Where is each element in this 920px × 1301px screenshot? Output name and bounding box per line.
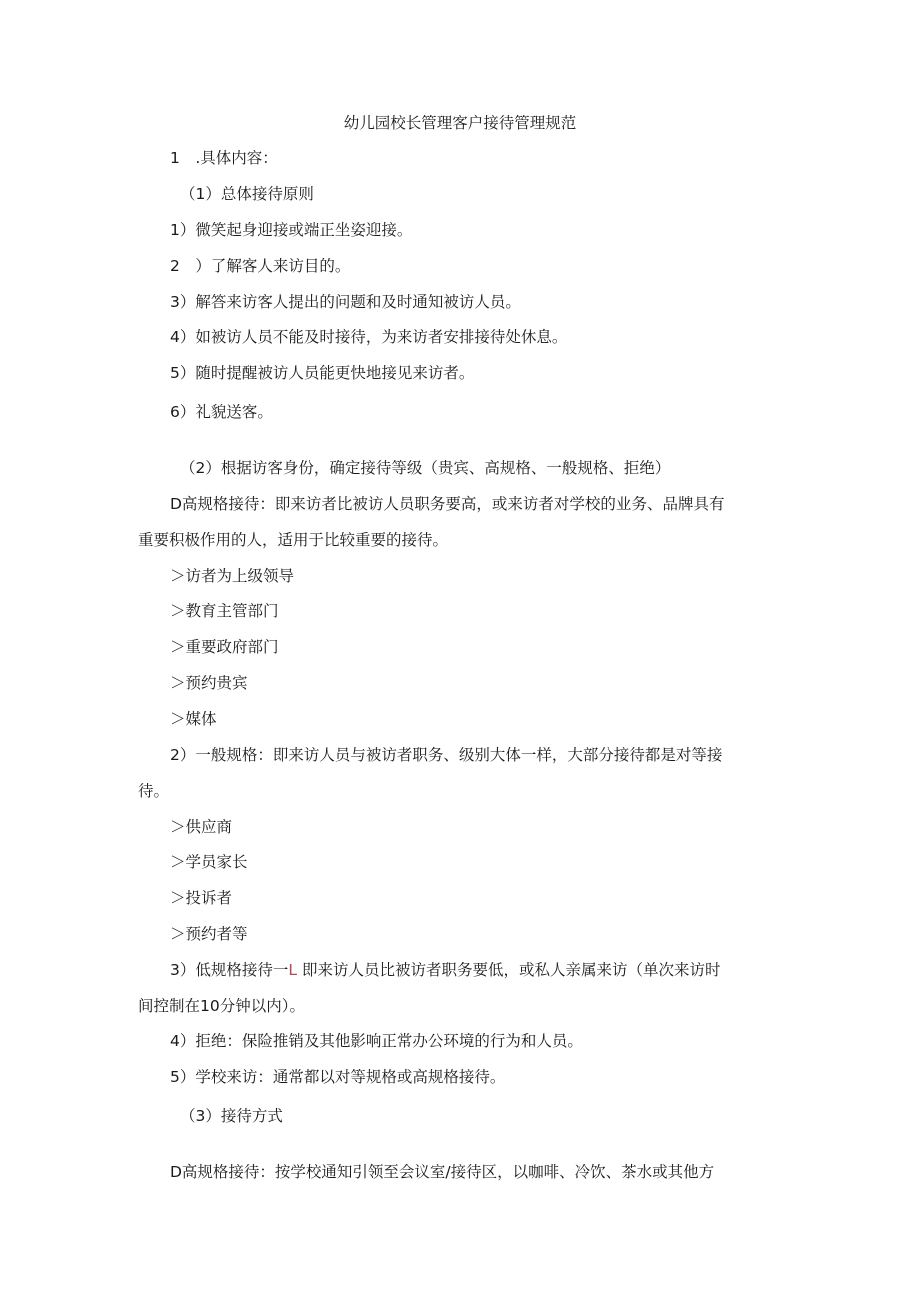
- low-spec-suffix: 即来访人员比被访者职务要低，或私人亲属来访（单次来访时: [297, 961, 721, 979]
- list-item: 1）微笑起身迎接或端正坐姿迎接。: [170, 221, 413, 239]
- bullet-item: ＞预约者等: [170, 925, 248, 943]
- list-item: 4）如被访人员不能及时接待，为来访者安排接待处休息。: [170, 328, 568, 346]
- bullet-item: ＞投诉者: [170, 889, 233, 907]
- paragraph-line: D高规格接待：即来访者比被访人员职务要高，或来访者对学校的业务、品牌具有: [170, 495, 725, 513]
- low-spec-mark: L: [288, 961, 298, 979]
- subsection-heading-2: （2）根据访客身份，确定接待等级（贵宾、高规格、一般规格、拒绝）: [180, 459, 671, 477]
- list-item: 5）随时提醒被访人员能更快地接见来访者。: [170, 364, 475, 382]
- list-item: 3）解答来访客人提出的问题和及时通知被访人员。: [170, 293, 521, 311]
- paragraph-line: D高规格接待：按学校通知引领至会议室/接待区，以咖啡、冷饮、茶水或其他方: [170, 1163, 715, 1181]
- list-item: 4）拒绝：保险推销及其他影响正常办公环境的行为和人员。: [170, 1032, 583, 1050]
- list-item: 6）礼貌送客。: [170, 403, 273, 421]
- bullet-item: ＞预约贵宾: [170, 674, 248, 692]
- bullet-item: ＞访者为上级领导: [170, 567, 295, 585]
- paragraph-line: [170, 960, 720, 980]
- bullet-item: ＞重要政府部门: [170, 638, 279, 656]
- bullet-item: ＞供应商: [170, 818, 233, 836]
- section-heading-1: 1 .具体内容：: [170, 149, 278, 167]
- bullet-item: ＞教育主管部门: [170, 602, 279, 620]
- paragraph-line: 待。: [138, 782, 170, 800]
- subsection-heading-3: （3）接待方式: [180, 1107, 283, 1125]
- low-spec-prefix: 3）低规格接待一: [170, 961, 289, 979]
- list-item: 2 ）了解客人来访目的。: [170, 257, 351, 275]
- subsection-heading-1: （1）总体接待原则: [180, 185, 314, 203]
- list-item: 5）学校来访：通常都以对等规格或高规格接待。: [170, 1068, 506, 1086]
- bullet-item: ＞媒体: [170, 710, 217, 728]
- bullet-item: ＞学员家长: [170, 853, 248, 871]
- paragraph-line: 重要积极作用的人，适用于比较重要的接待。: [138, 531, 449, 549]
- paragraph-line: 2）一般规格：即来访人员与被访者职务、级别大体一样，大部分接待都是对等接: [170, 746, 723, 764]
- document-title: 幼儿园校长管理客户接待管理规范: [343, 114, 577, 132]
- paragraph-line: 间控制在10分钟以内）。: [138, 997, 305, 1015]
